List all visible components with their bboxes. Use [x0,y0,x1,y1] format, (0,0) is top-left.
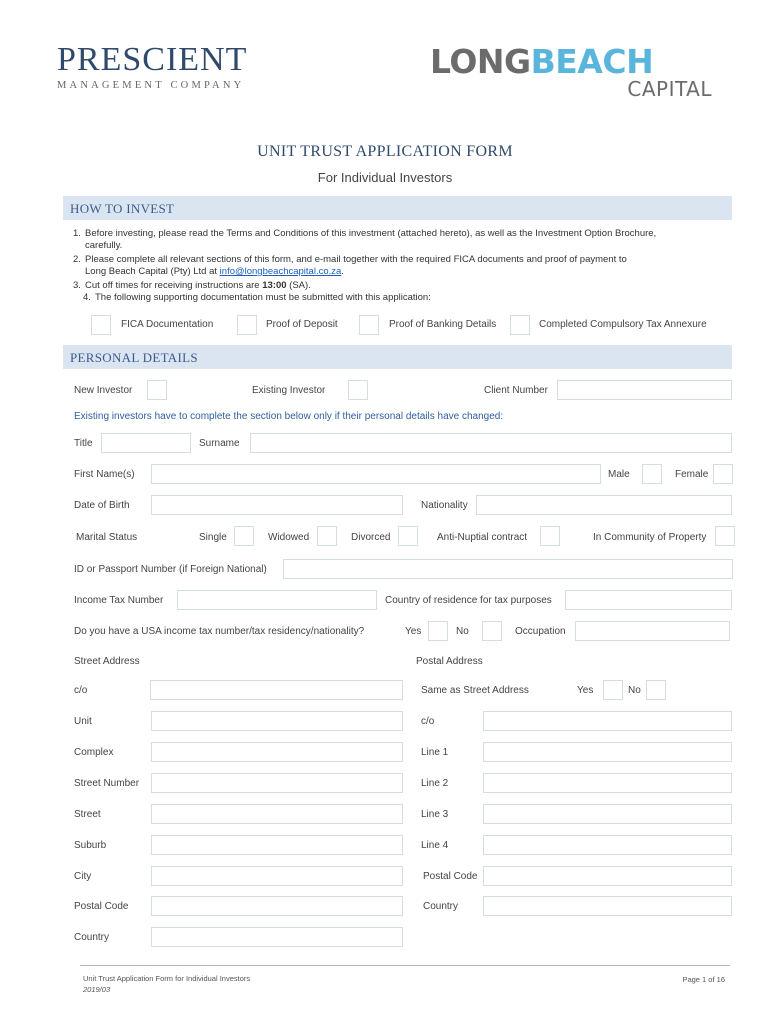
occupation-field[interactable] [575,621,730,641]
prescient-logo [57,42,247,91]
fica-label: FICA Documentation [121,319,214,330]
male-label: Male [608,469,630,480]
usa-yes-label: Yes [405,626,422,637]
new-investor-checkbox[interactable] [147,380,167,400]
footer-left: Unit Trust Application Form for Individual Investors [83,974,251,983]
same-yes-label: Yes [577,685,594,696]
anc-label: Anti-Nuptial contract [437,532,528,543]
same-no-checkbox[interactable] [646,680,666,700]
street-postal-code-field[interactable] [151,896,403,916]
client-number-label: Client Number [484,385,548,396]
anc-checkbox[interactable] [540,526,560,546]
income-tax-label: Income Tax Number [74,595,164,606]
proof-deposit-checkbox[interactable] [237,315,257,335]
proof-banking-label: Proof of Banking Details [389,319,497,330]
street-co-label: c/o [74,685,88,696]
female-checkbox[interactable] [713,464,733,484]
line4-field[interactable] [483,835,732,855]
postal-address-heading: Postal Address [416,656,483,667]
form-subtitle: For Individual Investors [317,170,453,185]
income-tax-field[interactable] [177,590,377,610]
existing-investor-checkbox[interactable] [348,380,368,400]
dob-field[interactable] [151,495,403,515]
surname-field[interactable] [250,433,732,453]
proof-banking-checkbox[interactable] [359,315,379,335]
icop-checkbox[interactable] [715,526,735,546]
first-names-label: First Name(s) [74,469,135,480]
longbeach-logo-long: LONG [430,42,531,81]
divorced-label: Divorced [351,532,391,543]
first-names-field[interactable] [151,464,601,484]
nationality-label: Nationality [421,500,468,511]
street-number-field[interactable] [151,773,403,793]
longbeach-logo-capital: CAPITAL [627,77,712,101]
existing-investor-notice: Existing investors have to complete the section below only if their personal details have changed: [74,411,504,422]
usa-yes-checkbox[interactable] [428,621,448,641]
instruction-4: 4. The following supporting documentation must be submitted with this application: [83,292,431,303]
unit-label: Unit [74,716,92,727]
surname-label: Surname [199,438,240,449]
postal-co-field[interactable] [483,711,732,731]
female-label: Female [675,469,709,480]
divorced-checkbox[interactable] [398,526,418,546]
fica-checkbox[interactable] [91,315,111,335]
same-no-label: No [628,685,641,696]
instruction-1: 1. Before investing, please read the Terms and Conditions of this investment (attached hereto), as well as the Investment Option Brochure, carefully. [73,228,657,251]
prescient-logo-sub: MANAGEMENT COMPANY [57,80,245,91]
usa-question-label: Do you have a USA income tax number/tax residency/nationality? [74,626,365,637]
same-as-street-label: Same as Street Address [421,685,529,696]
street-address-heading: Street Address [74,656,140,667]
id-passport-field[interactable] [283,559,733,579]
same-yes-checkbox[interactable] [603,680,623,700]
street-field[interactable] [151,804,403,824]
unit-field[interactable] [151,711,403,731]
street-country-field[interactable] [151,927,403,947]
prescient-logo-name: PRESCIENT [57,41,248,78]
dob-label: Date of Birth [74,500,130,511]
footer-divider [80,965,730,966]
street-number-label: Street Number [74,778,140,789]
line2-label: Line 2 [421,778,449,789]
suburb-label: Suburb [74,840,107,851]
postal-co-label: c/o [421,716,435,727]
instruction-2: 2. Please complete all relevant sections of this form, and e-mail together with the required FICA documents and proof of payment to Long Beach Capital (Pty) Ltd at info@longbeachcapital.co.za. [73,254,627,277]
single-label: Single [199,532,227,543]
occupation-label: Occupation [515,626,566,637]
title-field[interactable] [101,433,191,453]
street-co-field[interactable] [150,680,403,700]
country-tax-label: Country of residence for tax purposes [385,595,552,606]
nationality-field[interactable] [476,495,732,515]
widowed-label: Widowed [268,532,310,543]
street-country-label: Country [74,932,110,943]
line3-field[interactable] [483,804,732,824]
instruction-3: 3. Cut off times for receiving instructions are 13:00 (SA). [73,280,311,291]
line1-field[interactable] [483,742,732,762]
street-postal-code-label: Postal Code [74,901,129,912]
form-title: UNIT TRUST APPLICATION FORM [257,143,513,160]
client-number-field[interactable] [557,380,732,400]
personal-details-heading: PERSONAL DETAILS [70,350,198,365]
complex-label: Complex [74,747,114,758]
personal-details-header [63,345,732,369]
longbeach-logo [430,42,715,101]
postal-postal-code-field[interactable] [483,866,732,886]
title-label: Title [74,438,93,449]
postal-country-field[interactable] [483,896,732,916]
line1-label: Line 1 [421,747,449,758]
footer-page: Page 1 of 16 [682,975,725,984]
male-checkbox[interactable] [642,464,662,484]
proof-deposit-label: Proof of Deposit [266,319,338,330]
new-investor-label: New Investor [74,385,133,396]
widowed-checkbox[interactable] [317,526,337,546]
id-passport-label: ID or Passport Number (if Foreign National) [74,564,267,575]
usa-no-checkbox[interactable] [482,621,502,641]
marital-status-label: Marital Status [76,532,138,543]
longbeach-logo-beach: BEACH [530,42,654,81]
line2-field[interactable] [483,773,732,793]
tax-annexure-checkbox[interactable] [510,315,530,335]
line4-label: Line 4 [421,840,449,851]
how-to-invest-heading: HOW TO INVEST [70,201,175,216]
icop-label: In Community of Property [593,532,707,543]
suburb-field[interactable] [151,835,403,855]
complex-field[interactable] [151,742,403,762]
postal-country-label: Country [423,901,459,912]
existing-investor-label: Existing Investor [252,385,326,396]
single-checkbox[interactable] [234,526,254,546]
country-tax-field[interactable] [565,590,732,610]
line3-label: Line 3 [421,809,449,820]
city-label: City [74,871,92,882]
tax-annexure-label: Completed Compulsory Tax Annexure [539,319,707,330]
street-label: Street [74,809,101,820]
footer-date: 2019/03 [83,985,111,994]
postal-postal-code-label: Postal Code [423,871,478,882]
city-field[interactable] [151,866,403,886]
usa-no-label: No [456,626,469,637]
email-link[interactable]: info@longbeachcapital.co.za [219,266,342,277]
how-to-invest-header [63,196,732,220]
